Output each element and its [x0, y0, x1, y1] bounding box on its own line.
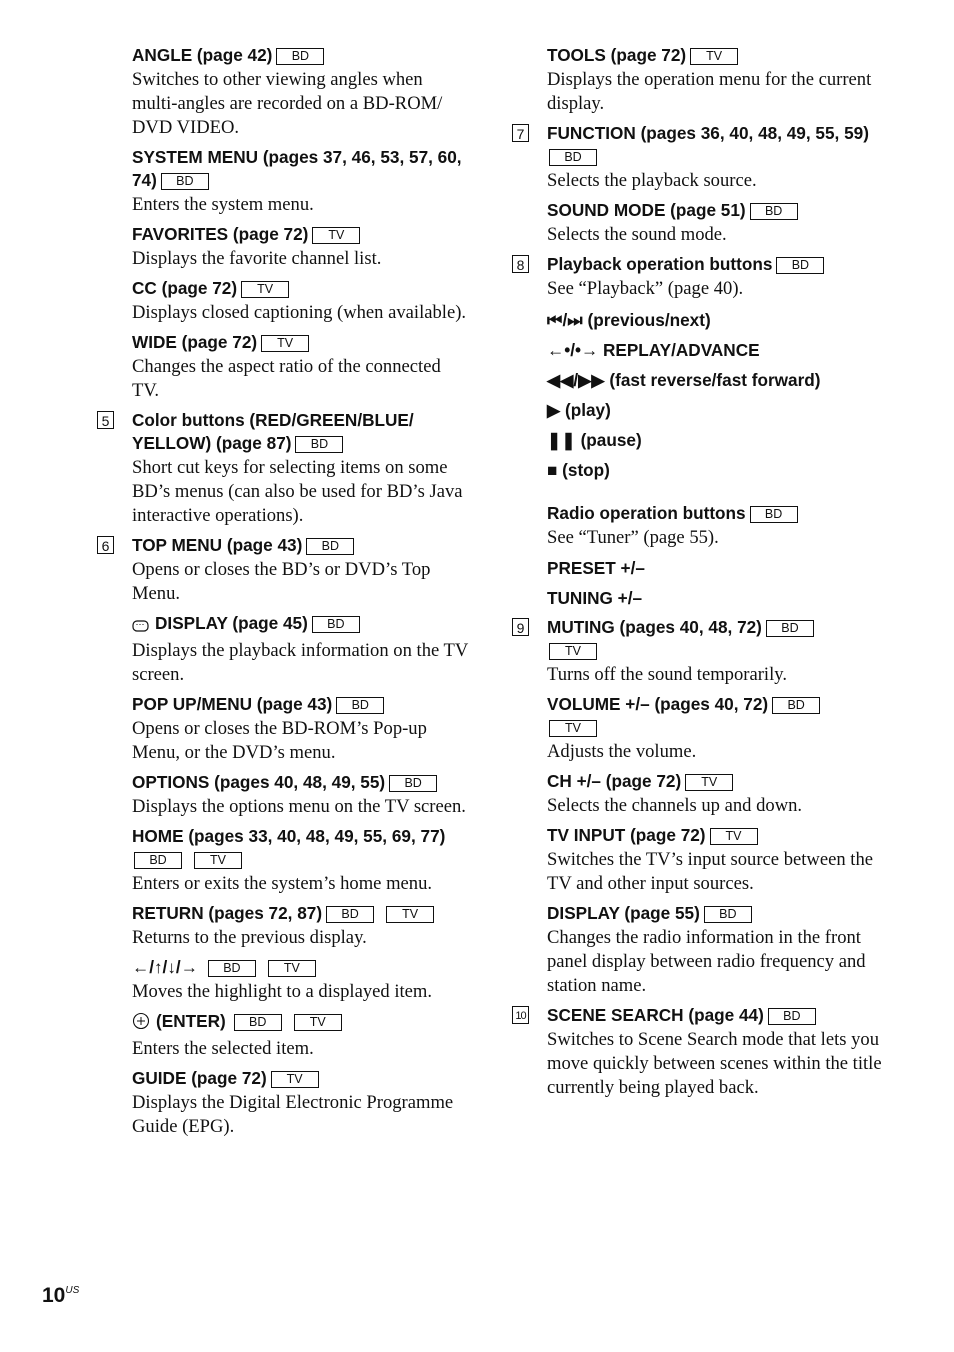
tv-badge: TV: [312, 227, 360, 244]
function-heading: FUNCTION (pages 36, 40, 48, 49, 55, 59): [547, 123, 869, 143]
playback-description: See “Playback” (page 40).: [547, 278, 744, 299]
return-description: Returns to the previous display.: [132, 927, 367, 948]
muting-description: Turns off the sound temporarily.: [547, 664, 787, 685]
cc-heading: CC (page 72): [132, 278, 238, 298]
tv-badge: TV: [549, 643, 597, 660]
enter-icon: [132, 1012, 150, 1036]
enter-description: Enters the selected item.: [132, 1038, 314, 1059]
tv-badge: TV: [241, 281, 289, 298]
sound-mode-entry: [547, 199, 892, 247]
display-radio-entry: [547, 902, 892, 998]
display-entry: [132, 612, 472, 687]
bd-badge: BD: [766, 620, 814, 637]
bd-badge: BD: [326, 906, 374, 923]
options-description: Displays the options menu on the TV screen.: [132, 796, 466, 817]
arrows-entry: [132, 956, 472, 1004]
color-buttons-entry: [101, 409, 472, 528]
tv-badge: TV: [685, 774, 733, 791]
home-description: Enters or exits the system’s home menu.: [132, 873, 433, 894]
display-radio-description: Changes the radio information in the front panel display between radio frequency and station name.: [547, 927, 866, 996]
bd-badge: BD: [161, 173, 209, 190]
bd-badge: BD: [208, 960, 256, 977]
item-number-5: 5: [97, 411, 114, 429]
bd-badge: BD: [234, 1014, 282, 1031]
tv-badge: TV: [271, 1071, 319, 1088]
item-number-9: 9: [512, 618, 529, 636]
system-menu-description: Enters the system menu.: [132, 194, 314, 215]
muting-entry: [516, 616, 892, 687]
tv-badge: TV: [194, 852, 242, 869]
bd-badge: BD: [295, 436, 343, 453]
bd-badge: BD: [704, 906, 752, 923]
left-column: [101, 44, 472, 1139]
page-number-value: 10: [42, 1284, 66, 1307]
scene-search-description: Switches to Scene Search mode that lets you move quickly between scenes within the title currently being played back.: [547, 1029, 882, 1098]
function-entry: [516, 122, 892, 193]
tv-input-entry: [547, 824, 892, 896]
bd-badge: BD: [134, 852, 182, 869]
radio-description: See “Tuner” (page 55).: [547, 527, 719, 548]
favorites-entry: [132, 223, 472, 271]
wide-heading: WIDE (page 72): [132, 332, 258, 352]
display-icon: [132, 615, 149, 638]
ch-entry: [547, 770, 892, 818]
return-heading: RETURN (pages 72, 87): [132, 903, 323, 923]
playback-entry: [516, 253, 892, 301]
tv-badge: TV: [261, 335, 309, 352]
stop-heading: ■ (stop): [547, 460, 610, 480]
system-menu-entry: [132, 146, 472, 217]
tools-entry: [547, 44, 892, 116]
playback-heading: Playback operation buttons: [547, 254, 773, 274]
prev-next-heading: ⏮/⏭ (previous/next): [547, 310, 711, 330]
tv-badge: TV: [294, 1014, 342, 1031]
top-menu-heading: TOP MENU (page 43): [132, 535, 303, 555]
angle-description: Switches to other viewing angles when multi-angles are recorded on a BD-ROM/ DVD VIDEO.: [132, 69, 443, 138]
top-menu-description: Opens or closes the BD’s or DVD’s Top Menu.: [132, 559, 431, 604]
enter-entry: [132, 1010, 472, 1061]
replay-advance-heading: ←•/•→ REPLAY/ADVANCE: [547, 340, 760, 360]
popup-menu-description: Opens or closes the BD-ROM’s Pop-up Menu, or the DVD’s menu.: [132, 718, 427, 763]
bd-badge: BD: [276, 48, 324, 65]
bd-badge: BD: [306, 538, 354, 555]
bd-badge: BD: [776, 257, 824, 274]
item-number-6: 6: [97, 536, 114, 554]
right-column: [515, 44, 892, 1100]
radio-entry: [547, 502, 892, 550]
home-entry: [132, 825, 472, 896]
item-number-8: 8: [512, 255, 529, 273]
bd-badge: BD: [750, 203, 798, 220]
page-number: [42, 1284, 79, 1308]
angle-heading: ANGLE (page 42): [132, 45, 273, 65]
tv-badge: TV: [549, 720, 597, 737]
color-buttons-heading: Color buttons (RED/GREEN/BLUE/ YELLOW) (page 87): [132, 410, 414, 453]
play-heading: ▶ (play): [547, 400, 611, 420]
bd-badge: BD: [549, 149, 597, 166]
bd-badge: BD: [772, 697, 820, 714]
tv-input-description: Switches the TV’s input source between the TV and other input sources.: [547, 849, 874, 894]
sound-mode-heading: SOUND MODE (page 51): [547, 200, 746, 220]
bd-badge: BD: [389, 775, 437, 792]
scene-search-heading: SCENE SEARCH (page 44): [547, 1005, 764, 1025]
volume-description: Adjusts the volume.: [547, 741, 697, 762]
pause-heading: ❚❚ (pause): [547, 430, 642, 450]
arrow-keys-heading: ←/↑/↓/→: [132, 957, 198, 977]
item-number-7: 7: [512, 124, 529, 142]
cc-entry: [132, 277, 472, 325]
guide-description: Displays the Digital Electronic Programme Guide (EPG).: [132, 1092, 454, 1137]
cc-description: Displays closed captioning (when available).: [132, 302, 467, 323]
tuning-heading: TUNING +/–: [547, 588, 643, 608]
system-menu-heading: SYSTEM MENU (pages 37, 46, 53, 57, 60, 74): [132, 147, 462, 190]
volume-entry: [547, 693, 892, 764]
bd-badge: BD: [750, 506, 798, 523]
scene-search-entry: [515, 1004, 892, 1100]
display-radio-heading: DISPLAY (page 55): [547, 903, 700, 923]
tv-badge: TV: [710, 828, 758, 845]
display-heading: DISPLAY (page 45): [155, 613, 308, 633]
arrows-description: Moves the highlight to a displayed item.: [132, 981, 433, 1002]
tv-badge: TV: [386, 906, 434, 923]
options-heading: OPTIONS (pages 40, 48, 49, 55): [132, 772, 386, 792]
tv-badge: TV: [268, 960, 316, 977]
volume-heading: VOLUME +/– (pages 40, 72): [547, 694, 769, 714]
enter-heading: (ENTER): [156, 1011, 226, 1031]
popup-menu-entry: [132, 693, 472, 765]
bd-badge: BD: [312, 616, 360, 633]
radio-heading: Radio operation buttons: [547, 503, 746, 523]
color-buttons-description: Short cut keys for selecting items on some BD’s menus (can also be used for BD’s Java interactive operations).: [132, 457, 463, 526]
options-entry: [132, 771, 472, 819]
preset-heading: PRESET +/–: [547, 558, 645, 578]
guide-heading: GUIDE (page 72): [132, 1068, 267, 1088]
top-menu-entry: [101, 534, 472, 606]
popup-menu-heading: POP UP/MENU (page 43): [132, 694, 333, 714]
ch-heading: CH +/– (page 72): [547, 771, 682, 791]
page-number-suffix: US: [65, 1285, 80, 1296]
item-number-10: 10: [512, 1006, 529, 1024]
guide-entry: [132, 1067, 472, 1139]
wide-description: Changes the aspect ratio of the connected TV.: [132, 356, 441, 401]
bd-badge: BD: [336, 697, 384, 714]
display-description: Displays the playback information on the TV screen.: [132, 640, 469, 685]
tv-badge: TV: [690, 48, 738, 65]
return-entry: [132, 902, 472, 950]
tv-input-heading: TV INPUT (page 72): [547, 825, 706, 845]
favorites-heading: FAVORITES (page 72): [132, 224, 309, 244]
angle-entry: [132, 44, 472, 140]
wide-entry: [132, 331, 472, 403]
muting-heading: MUTING (pages 40, 48, 72): [547, 617, 762, 637]
home-heading: HOME (pages 33, 40, 48, 49, 55, 69, 77): [132, 826, 446, 846]
fast-heading: ◀◀/▶▶ (fast reverse/fast forward): [547, 370, 821, 390]
sound-mode-description: Selects the sound mode.: [547, 224, 727, 245]
tools-description: Displays the operation menu for the current display.: [547, 69, 872, 114]
ch-description: Selects the channels up and down.: [547, 795, 803, 816]
bd-badge: BD: [768, 1008, 816, 1025]
function-description: Selects the playback source.: [547, 170, 757, 191]
favorites-description: Displays the favorite channel list.: [132, 248, 382, 269]
tools-heading: TOOLS (page 72): [547, 45, 687, 65]
